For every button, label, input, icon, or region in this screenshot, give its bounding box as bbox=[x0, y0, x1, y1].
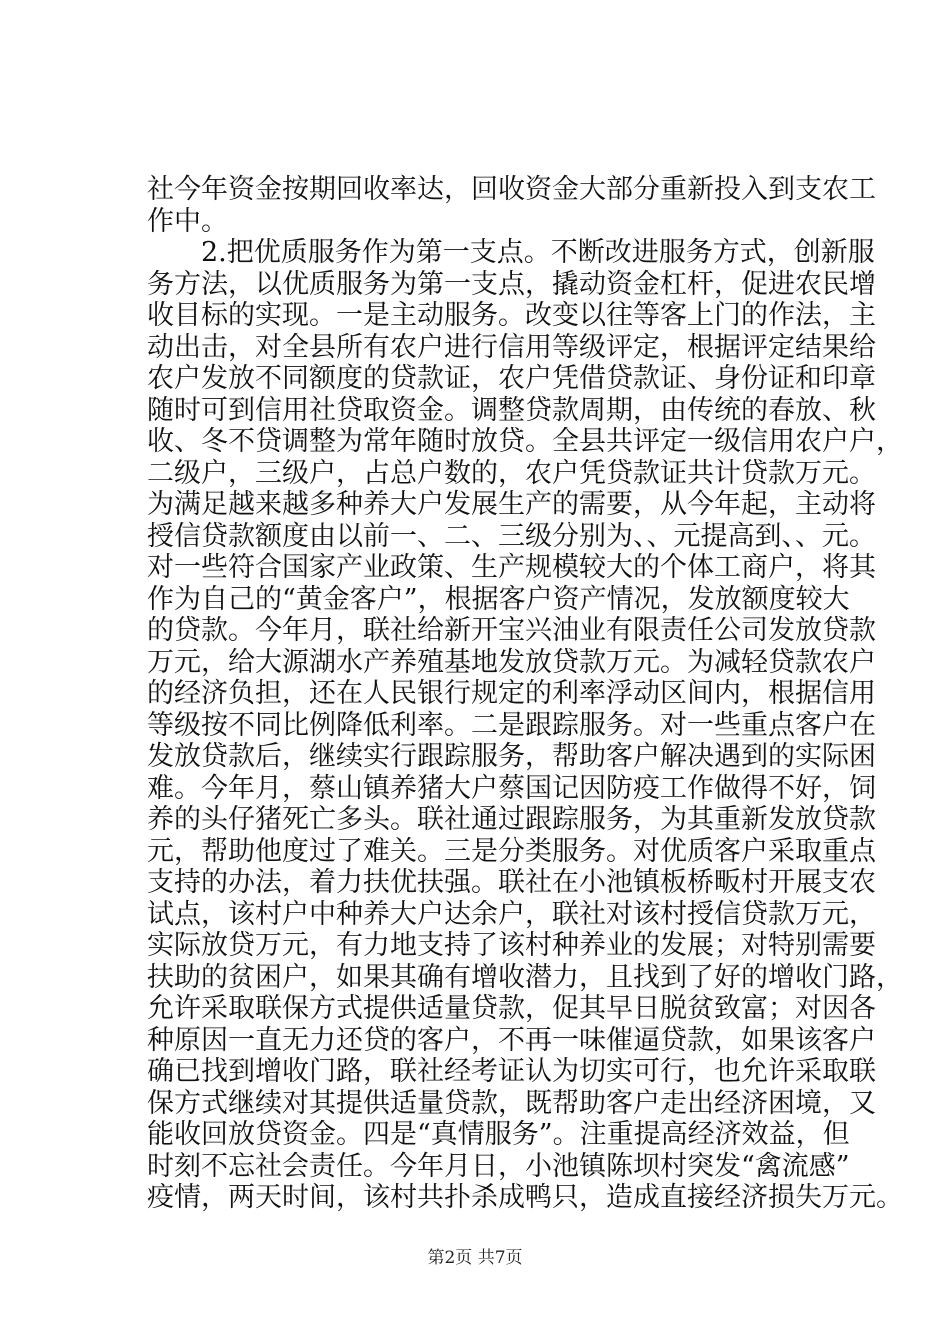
text-line: 的经济负担，还在人民银行规定的利率浮动区间内，根据信用 bbox=[147, 678, 876, 709]
body-text bbox=[147, 174, 903, 1214]
text-line: 2.把优质服务作为第一支点。不断改进服务方式，创新服 bbox=[147, 237, 875, 268]
text-line: 的贷款。今年月，联社给新开宝兴油业有限责任公司发放贷款 bbox=[147, 615, 876, 646]
text-line: 保方式继续对其提供适量贷款，既帮助客户走出经济困境，又 bbox=[147, 1087, 876, 1119]
text-line: 能收回放贷资金。四是“真情服务”。注重提高经济效益，但 bbox=[147, 1119, 850, 1150]
text-line: 允许采取联保方式提供适量贷款，促其早日脱贫致富；对因各 bbox=[147, 993, 876, 1024]
text-line: 种原因一直无力还贷的客户，不再一味催逼贷款，如果该客户 bbox=[147, 1024, 876, 1056]
page-number-footer: 第2页 共7页 bbox=[427, 1248, 523, 1268]
text-line: 扶助的贫困户，如果其确有增收潜力，且找到了好的增收门路， bbox=[147, 961, 903, 993]
text-line: 时刻不忘社会责任。今年月日，小池镇陈坝村突发“禽流感” bbox=[147, 1150, 850, 1182]
text-line: 社今年资金按期回收率达，回收资金大部分重新投入到支农工 bbox=[147, 174, 876, 205]
text-line: 发放贷款后，继续实行跟踪服务，帮助客户解决遇到的实际困 bbox=[147, 741, 876, 772]
text-line: 作为自己的“黄金客户”，根据客户资产情况，发放额度较大 bbox=[147, 583, 850, 615]
text-line: 收、冬不贷调整为常年随时放贷。全县共评定一级信用农户户， bbox=[147, 426, 903, 457]
text-line: 养的头仔猪死亡多头。联社通过跟踪服务，为其重新发放贷款 bbox=[147, 804, 876, 835]
text-line: 动出击，对全县所有农户进行信用等级评定，根据评定结果给 bbox=[147, 331, 876, 363]
text-line: 收目标的实现。一是主动服务。改变以往等客上门的作法，主 bbox=[147, 300, 876, 331]
text-line: 二级户，三级户，占总户数的，农户凭贷款证共计贷款万元。 bbox=[147, 457, 876, 489]
text-line: 疫情，两天时间，该村共扑杀成鸭只，造成直接经济损失万元。 bbox=[147, 1182, 903, 1213]
text-line: 随时可到信用社贷取资金。调整贷款周期，由传统的春放、秋 bbox=[147, 394, 876, 426]
text-line: 农户发放不同额度的贷款证，农户凭借贷款证、身份证和印章 bbox=[147, 363, 876, 394]
text-line: 实际放贷万元，有力地支持了该村种养业的发展；对特别需要 bbox=[147, 930, 876, 961]
text-line: 难。今年月，蔡山镇养猪大户蔡国记因防疫工作做得不好，饲 bbox=[147, 772, 876, 804]
text-line: 万元，给大源湖水产养殖基地发放贷款万元。为减轻贷款农户 bbox=[147, 646, 876, 678]
text-line: 确已找到增收门路，联社经考证认为切实可行，也允许采取联 bbox=[147, 1056, 876, 1087]
text-line: 对一些符合国家产业政策、生产规模较大的个体工商户，将其 bbox=[147, 552, 876, 583]
text-line: 务方法，以优质服务为第一支点，撬动资金杠杆，促进农民增 bbox=[147, 268, 876, 300]
text-line: 元，帮助他度过了难关。三是分类服务。对优质客户采取重点 bbox=[147, 835, 876, 867]
text-line: 授信贷款额度由以前一、二、三级分别为、、元提高到、、元。 bbox=[147, 520, 876, 552]
text-line: 等级按不同比例降低利率。二是跟踪服务。对一些重点客户在 bbox=[147, 709, 876, 741]
text-line: 试点，该村户中种养大户达余户，联社对该村授信贷款万元， bbox=[147, 898, 876, 930]
text-line: 支持的办法，着力扶优扶强。联社在小池镇板桥畈村开展支农 bbox=[147, 867, 876, 898]
text-line: 为满足越来越多种养大户发展生产的需要，从今年起，主动将 bbox=[147, 489, 876, 520]
text-line: 作中。 bbox=[147, 205, 228, 237]
